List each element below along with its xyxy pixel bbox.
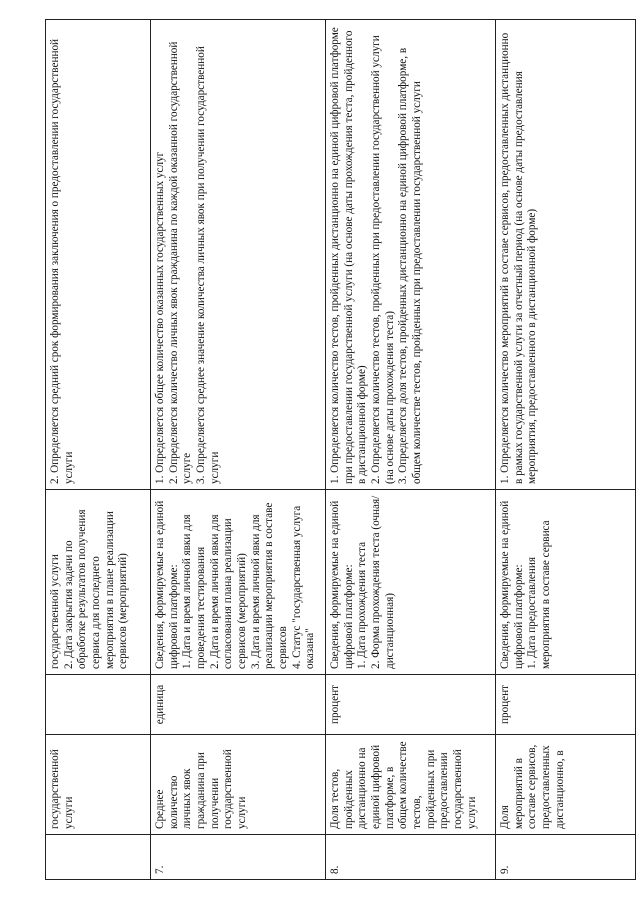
indicator-name: Доля тестов, пройденных дистанционно на единой цифровой платформе, в общем количестве тестов, пройденных при предоставлении государственной услуги (326, 735, 496, 835)
unit-of-measure: процент (496, 675, 636, 735)
data-source: Сведения, формируемые на единой цифровой платформе: 1. Дата предоставления мероприятия в составе сервиса (496, 490, 636, 675)
calculation-method: 1. Определяется количество тестов, пройденных дистанционно на единой цифровой платформе при предоставлении государственной услуги (на основе даты прохождения теста, пройденного в дистанционной форме) 2. Определяется количество тестов, пройденных при предоставлении государственной услуги (на основе даты прохождения теста) 3. Определяется доля тестов, пройденных дистанционно на единой цифровой платформе, в общем количестве тестов, пройденных при предоставлении государственной услуги (326, 20, 496, 490)
table-row (151, 20, 326, 880)
rotated-page (45, 20, 635, 880)
row-number: 7. (151, 835, 326, 880)
indicator-name: Доля мероприятий в составе сервисов, предоставленных дистанционно, в (496, 735, 636, 835)
row-number: 8. (326, 835, 496, 880)
calculation-method: 2. Определяется средний срок формирования заключения о предоставлении государственной услуги (46, 20, 151, 490)
data-source: Сведения, формируемые на единой цифровой платформе: 1. Дата прохождения теста 2. Форма прохождения теста (очная/дистанционная) (326, 490, 496, 675)
table-row (496, 20, 636, 880)
calculation-method: 1. Определяется общее количество оказанных государственных услуг 2. Определяется количество личных явок гражданина по каждой оказанной государственной услуге 3. Определяется среднее значение количества личных явок при получении государственной услуги (151, 20, 326, 490)
unit-of-measure: процент (326, 675, 496, 735)
row-number: 9. (496, 835, 636, 880)
unit-of-measure (46, 675, 151, 735)
indicators-table (45, 19, 636, 880)
table-row (326, 20, 496, 880)
table-row (46, 20, 151, 880)
data-source: Сведения, формируемые на единой цифровой платформе: 1. Дата и время личной явки для проведения тестирования 2. Дата и время личной явки для согласования плана реализации сервисов (мероприятий) 3. Дата и время личной явки для реализации мероприятия в составе сервисов 4. Статус "государственная услуга оказана" (151, 490, 326, 675)
data-source: государственной услуги 2. Дата закрытия задачи по обработке результатов получения сервиса для последнего мероприятия в плане реализации сервисов (мероприятий) (46, 490, 151, 675)
row-number (46, 835, 151, 880)
indicator-name: Среднее количество личных явок гражданина при получении государственной услуги (151, 735, 326, 835)
unit-of-measure: единица (151, 675, 326, 735)
indicator-name: государственной услуги (46, 735, 151, 835)
calculation-method: 1. Определяется количество мероприятий в составе сервисов, предоставленных дистанционно в рамках государственной услуги за отчетный период (на основе даты предоставления мероприятия, предоставленного в дистанционной форме) (496, 20, 636, 490)
